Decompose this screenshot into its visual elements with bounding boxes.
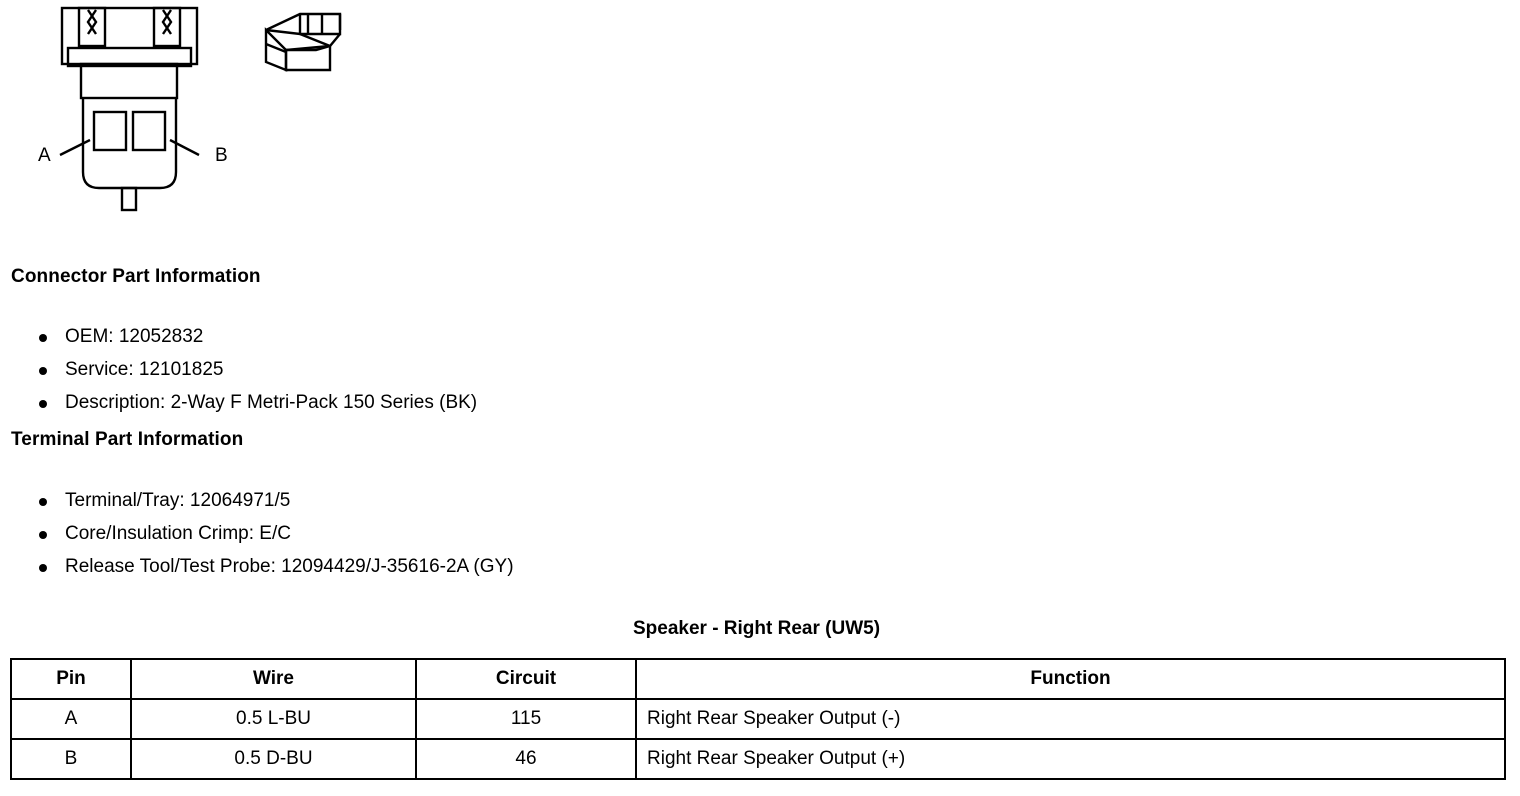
column-header-circuit: Circuit bbox=[416, 659, 636, 699]
pinout-table-title: Speaker - Right Rear (UW5) bbox=[632, 618, 881, 639]
table-row bbox=[11, 699, 1505, 739]
column-header-function: Function bbox=[636, 659, 1505, 699]
cell-function: Right Rear Speaker Output (-) bbox=[636, 699, 1505, 739]
connector-diagram bbox=[0, 0, 420, 235]
cell-wire: 0.5 L-BU bbox=[131, 699, 416, 739]
pin-label-b: B bbox=[215, 145, 228, 166]
cell-wire: 0.5 D-BU bbox=[131, 739, 416, 779]
cell-pin: A bbox=[11, 699, 131, 739]
list-item: Release Tool/Test Probe: 12094429/J-35616-2A (GY) bbox=[11, 550, 514, 583]
cell-circuit: 115 bbox=[416, 699, 636, 739]
terminal-part-information-heading: Terminal Part Information bbox=[11, 429, 244, 450]
list-item: Description: 2-Way F Metri-Pack 150 Series (BK) bbox=[11, 386, 477, 419]
connector-part-information-heading: Connector Part Information bbox=[11, 266, 261, 287]
pin-label-a: A bbox=[38, 145, 51, 166]
connector-side-view bbox=[266, 14, 340, 70]
cell-function: Right Rear Speaker Output (+) bbox=[636, 739, 1505, 779]
terminal-part-information-list bbox=[11, 484, 514, 583]
column-header-pin: Pin bbox=[11, 659, 131, 699]
table-row bbox=[11, 739, 1505, 779]
cell-pin: B bbox=[11, 739, 131, 779]
connector-part-information-list bbox=[11, 320, 477, 419]
table-header-row bbox=[11, 659, 1505, 699]
pinout-table bbox=[10, 658, 1506, 780]
cell-circuit: 46 bbox=[416, 739, 636, 779]
column-header-wire: Wire bbox=[131, 659, 416, 699]
list-item: OEM: 12052832 bbox=[11, 320, 477, 353]
list-item: Terminal/Tray: 12064971/5 bbox=[11, 484, 514, 517]
list-item: Service: 12101825 bbox=[11, 353, 477, 386]
list-item: Core/Insulation Crimp: E/C bbox=[11, 517, 514, 550]
connector-illustration-svg bbox=[0, 0, 420, 235]
